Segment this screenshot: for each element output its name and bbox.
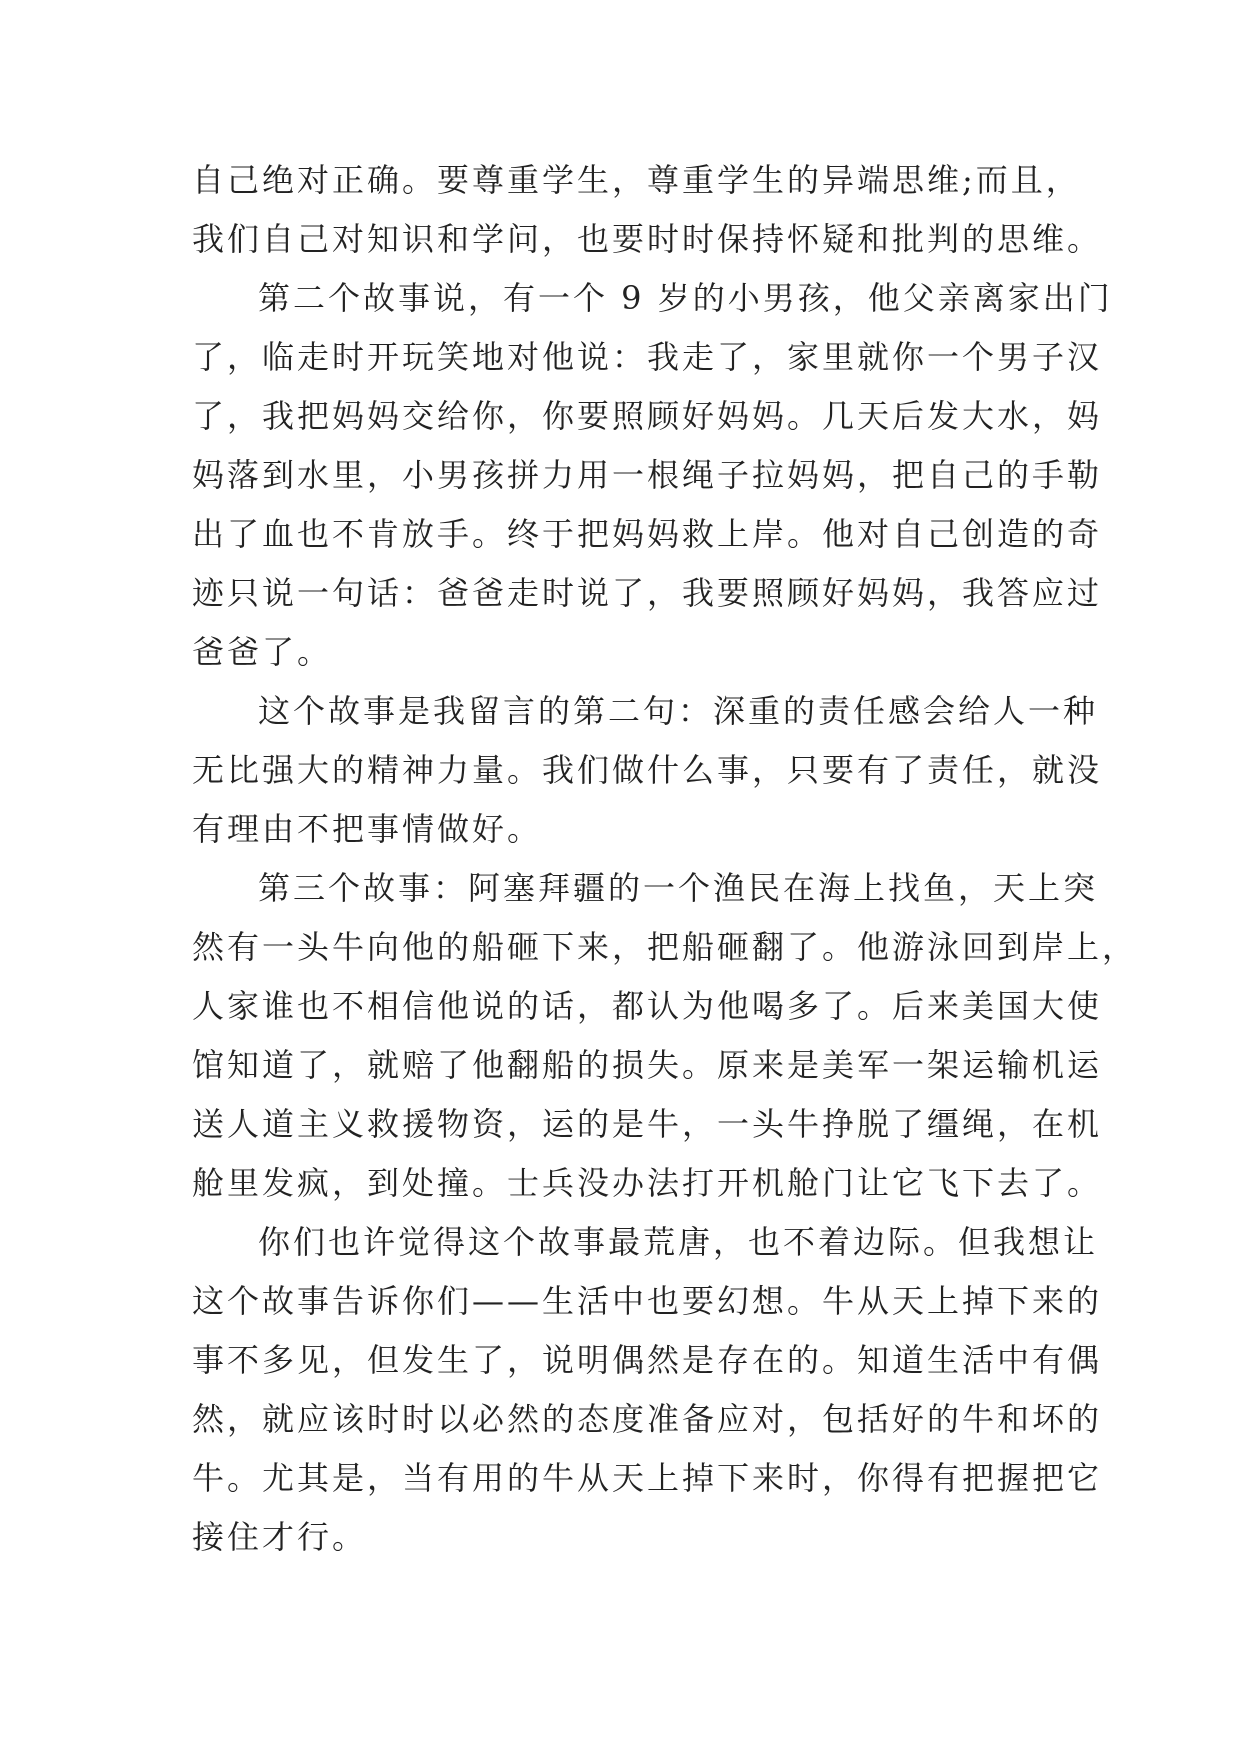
text-line: 了，我把妈妈交给你，你要照顾好妈妈。几天后发大水，妈 [192, 397, 1103, 435]
text-line: 这个故事告诉你们——生活中也要幻想。牛从天上掉下来的 [192, 1282, 1103, 1320]
text-line: 爸爸了。 [192, 633, 333, 671]
text-line: 妈落到水里，小男孩拼力用一根绳子拉妈妈，把自己的手勒 [192, 456, 1103, 494]
text-line: 舱里发疯，到处撞。士兵没办法打开机舱门让它飞下去了。 [192, 1164, 1103, 1202]
text-line: 人家谁也不相信他说的话，都认为他喝多了。后来美国大使 [192, 987, 1103, 1025]
text-line: 自己绝对正确。要尊重学生，尊重学生的异端思维;而且， [192, 161, 1081, 199]
text-line: 送人道主义救援物资，运的是牛，一头牛挣脱了缰绳，在机 [192, 1105, 1103, 1143]
text-line: 了，临走时开玩笑地对他说：我走了，家里就你一个男子汉 [192, 338, 1103, 376]
paragraph [192, 1213, 1103, 1567]
paragraph [192, 859, 1138, 1213]
text-line: 你们也许觉得这个故事最荒唐，也不着边际。但我想让 [258, 1223, 1099, 1261]
text-line: 接住才行。 [192, 1518, 368, 1556]
text-line: 事不多见，但发生了，说明偶然是存在的。知道生活中有偶 [192, 1341, 1103, 1379]
text-line: 迹只说一句话：爸爸走时说了，我要照顾好妈妈，我答应过 [192, 574, 1103, 612]
text-line: 馆知道了，就赔了他翻船的损失。原来是美军一架运输机运 [192, 1046, 1103, 1084]
text-line: 然有一头牛向他的船砸下来，把船砸翻了。他游泳回到岸上， [192, 928, 1138, 966]
text-line: 有理由不把事情做好。 [192, 810, 543, 848]
paragraph [192, 682, 1103, 859]
paragraph [192, 151, 1103, 269]
text-line: 我们自己对知识和学问，也要时时保持怀疑和批判的思维。 [192, 220, 1103, 258]
text-line: 然，就应该时时以必然的态度准备应对，包括好的牛和坏的 [192, 1400, 1103, 1438]
text-line: 无比强大的精神力量。我们做什么事，只要有了责任，就没 [192, 751, 1103, 789]
document-page [192, 151, 1138, 1567]
text-line: 牛。尤其是，当有用的牛从天上掉下来时，你得有把握把它 [192, 1459, 1103, 1497]
text-line: 出了血也不肯放手。终于把妈妈救上岸。他对自己创造的奇 [192, 515, 1103, 553]
text-line: 第三个故事：阿塞拜疆的一个渔民在海上找鱼，天上突 [258, 869, 1099, 907]
text-line: 这个故事是我留言的第二句：深重的责任感会给人一种 [258, 692, 1099, 730]
paragraph [192, 269, 1113, 682]
text-line: 第二个故事说，有一个 9 岁的小男孩，他父亲离家出门 [258, 279, 1113, 317]
